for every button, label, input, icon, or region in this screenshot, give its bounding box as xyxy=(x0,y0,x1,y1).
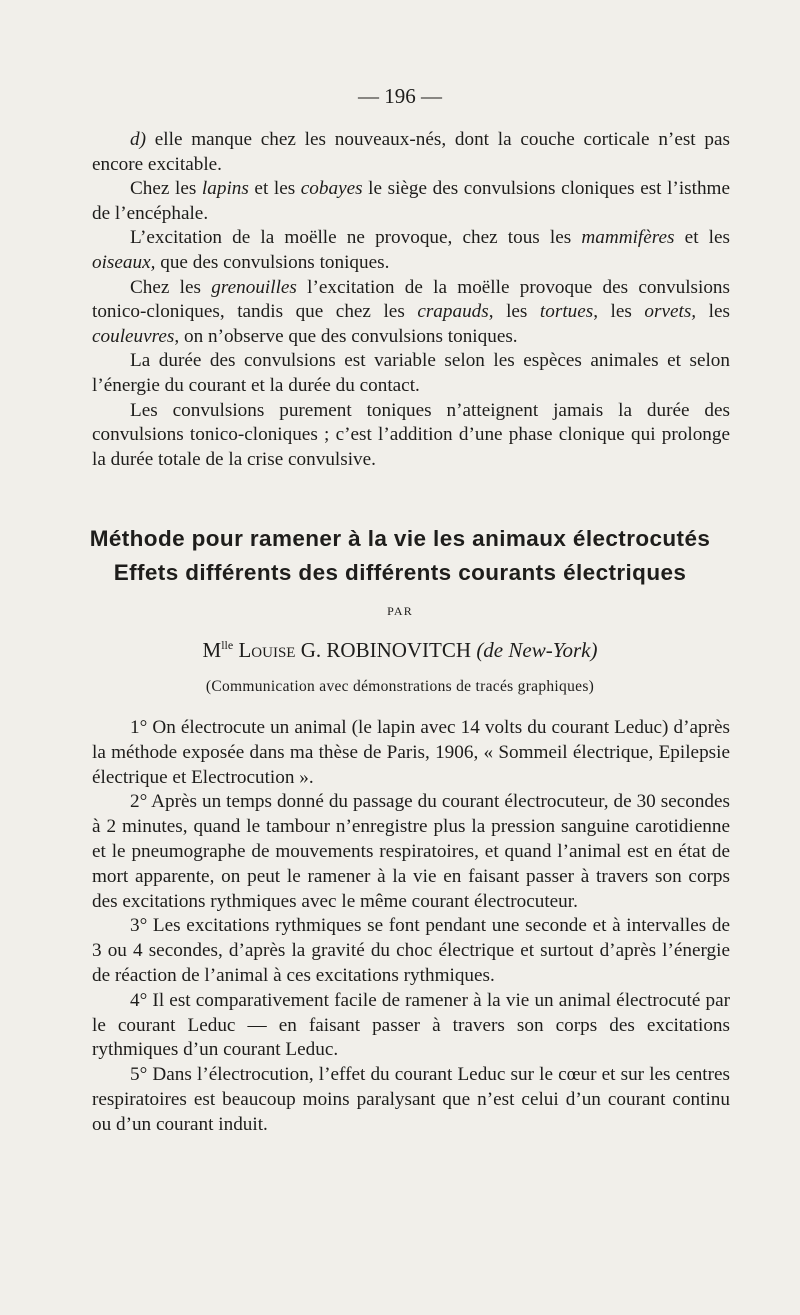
by-label: PAR xyxy=(387,604,413,618)
paragraph xyxy=(92,790,730,914)
paragraph xyxy=(92,349,730,398)
text-run: les xyxy=(696,301,730,323)
text-run: 1° On électrocute un animal (le lapin avec 14 volts du courant Leduc) d’après la méthode exposée dans ma thèse de Paris, 1906, « Sommeil électrique, Epilepsie électrique et Electrocution ». xyxy=(92,717,730,788)
text-run: La durée des convulsions est variable selon les espèces animales et selon l’énergie du courant et la durée du contact. xyxy=(92,350,730,396)
author-place: (de New-York) xyxy=(476,638,598,662)
text-run: Chez les xyxy=(130,178,202,200)
author-surname: ROBINOVITCH xyxy=(326,638,472,662)
italic-term: tortues xyxy=(539,301,594,323)
text-run: , les xyxy=(593,301,645,323)
italic-term: grenouilles xyxy=(211,276,297,298)
text-run: 4° Il est comparativement facile de ramener à la vie un animal électrocuté par le courant Leduc — en faisant passer à travers son corps des excitations rythmiques d’un courant Leduc. xyxy=(92,989,730,1061)
title-line-2: Effets différents des différents courants électriques xyxy=(113,560,687,585)
italic-term: mammifères xyxy=(581,227,675,249)
text-run: que des convulsions toniques. xyxy=(155,251,390,273)
paragraph xyxy=(92,276,730,350)
text-run: et les xyxy=(674,227,730,249)
previous-article-continuation xyxy=(92,128,730,472)
italic-term: cobayes xyxy=(300,178,363,200)
text-run: l’excitation de la moëlle provoque des convulsions tonico-cloniques, tandis que chez les xyxy=(92,276,730,323)
article-body xyxy=(92,716,730,1138)
italic-term: lapins xyxy=(201,178,249,200)
text-run: elle manque chez les nouveaux-nés, dont la couche corticale n’est pas encore excitable. xyxy=(92,129,730,175)
text-run: , les xyxy=(488,301,540,323)
paragraph xyxy=(92,989,730,1063)
article-title xyxy=(70,522,730,590)
author-honorific: M xyxy=(202,638,222,662)
paragraph xyxy=(92,177,730,226)
text-run: 3° Les excitations rythmiques se font pendant une seconde et à intervalles de 3 ou 4 secondes, d’après la gravité du choc électrique et surtout d’après l’énergie de réaction de l’animal à ces excitations rythmiques. xyxy=(92,915,730,986)
paragraph xyxy=(92,1063,730,1137)
author-initial: G. xyxy=(300,638,322,662)
paragraph xyxy=(92,399,730,473)
communication-note: (Communication avec démonstrations de tracés graphiques) xyxy=(205,678,595,695)
italic-term: couleuvres xyxy=(92,325,175,347)
text-run: et les xyxy=(248,178,301,200)
text-run: Chez les xyxy=(130,276,212,298)
paragraph xyxy=(92,226,730,275)
text-run: , on n’observe que des convulsions toniques. xyxy=(174,325,518,347)
text-run: le siège des convulsions cloniques est l’isthme de l’encéphale. xyxy=(92,178,730,224)
page-number: — 196 — xyxy=(358,84,442,108)
text-run: Les convulsions purement toniques n’atteignent jamais la durée des convulsions tonico-cloniques ; c’est l’addition d’une phase clonique qui prolonge la durée totale de la crise convulsive. xyxy=(92,399,730,470)
text-run: L’excitation de la moëlle ne provoque, chez tous les xyxy=(130,227,582,249)
italic-term: crapauds xyxy=(417,301,489,323)
author-first-name: Louise xyxy=(238,638,296,662)
italic-term: d) xyxy=(130,129,146,150)
title-line-1: Méthode pour ramener à la vie les animaux électrocutés xyxy=(89,526,711,551)
italic-term: orvets, xyxy=(644,301,697,323)
author-line xyxy=(0,638,800,663)
paragraph xyxy=(92,914,730,988)
italic-term: oiseaux, xyxy=(92,251,156,273)
author-honorific-sup: lle xyxy=(221,638,234,652)
paragraph xyxy=(92,128,730,177)
paragraph xyxy=(92,716,730,790)
text-run: 5° Dans l’électrocution, l’effet du courant Leduc sur le cœur et sur les centres respiratoires est beaucoup moins paralysant que n’est celui d’un courant continu ou d’un courant induit. xyxy=(92,1064,730,1135)
text-run: 2° Après un temps donné du passage du courant électrocuteur, de 30 secondes à 2 minutes, quand le tambour n’enregistre plus la pression sanguine carotidienne et le pneumographe de mouvements respiratoires, et quand l’animal est en état de mort apparente, on peut le ramener à la vie en faisant passer à travers son corps des excitations rythmiques avec le même courant électrocuteur. xyxy=(92,791,730,912)
